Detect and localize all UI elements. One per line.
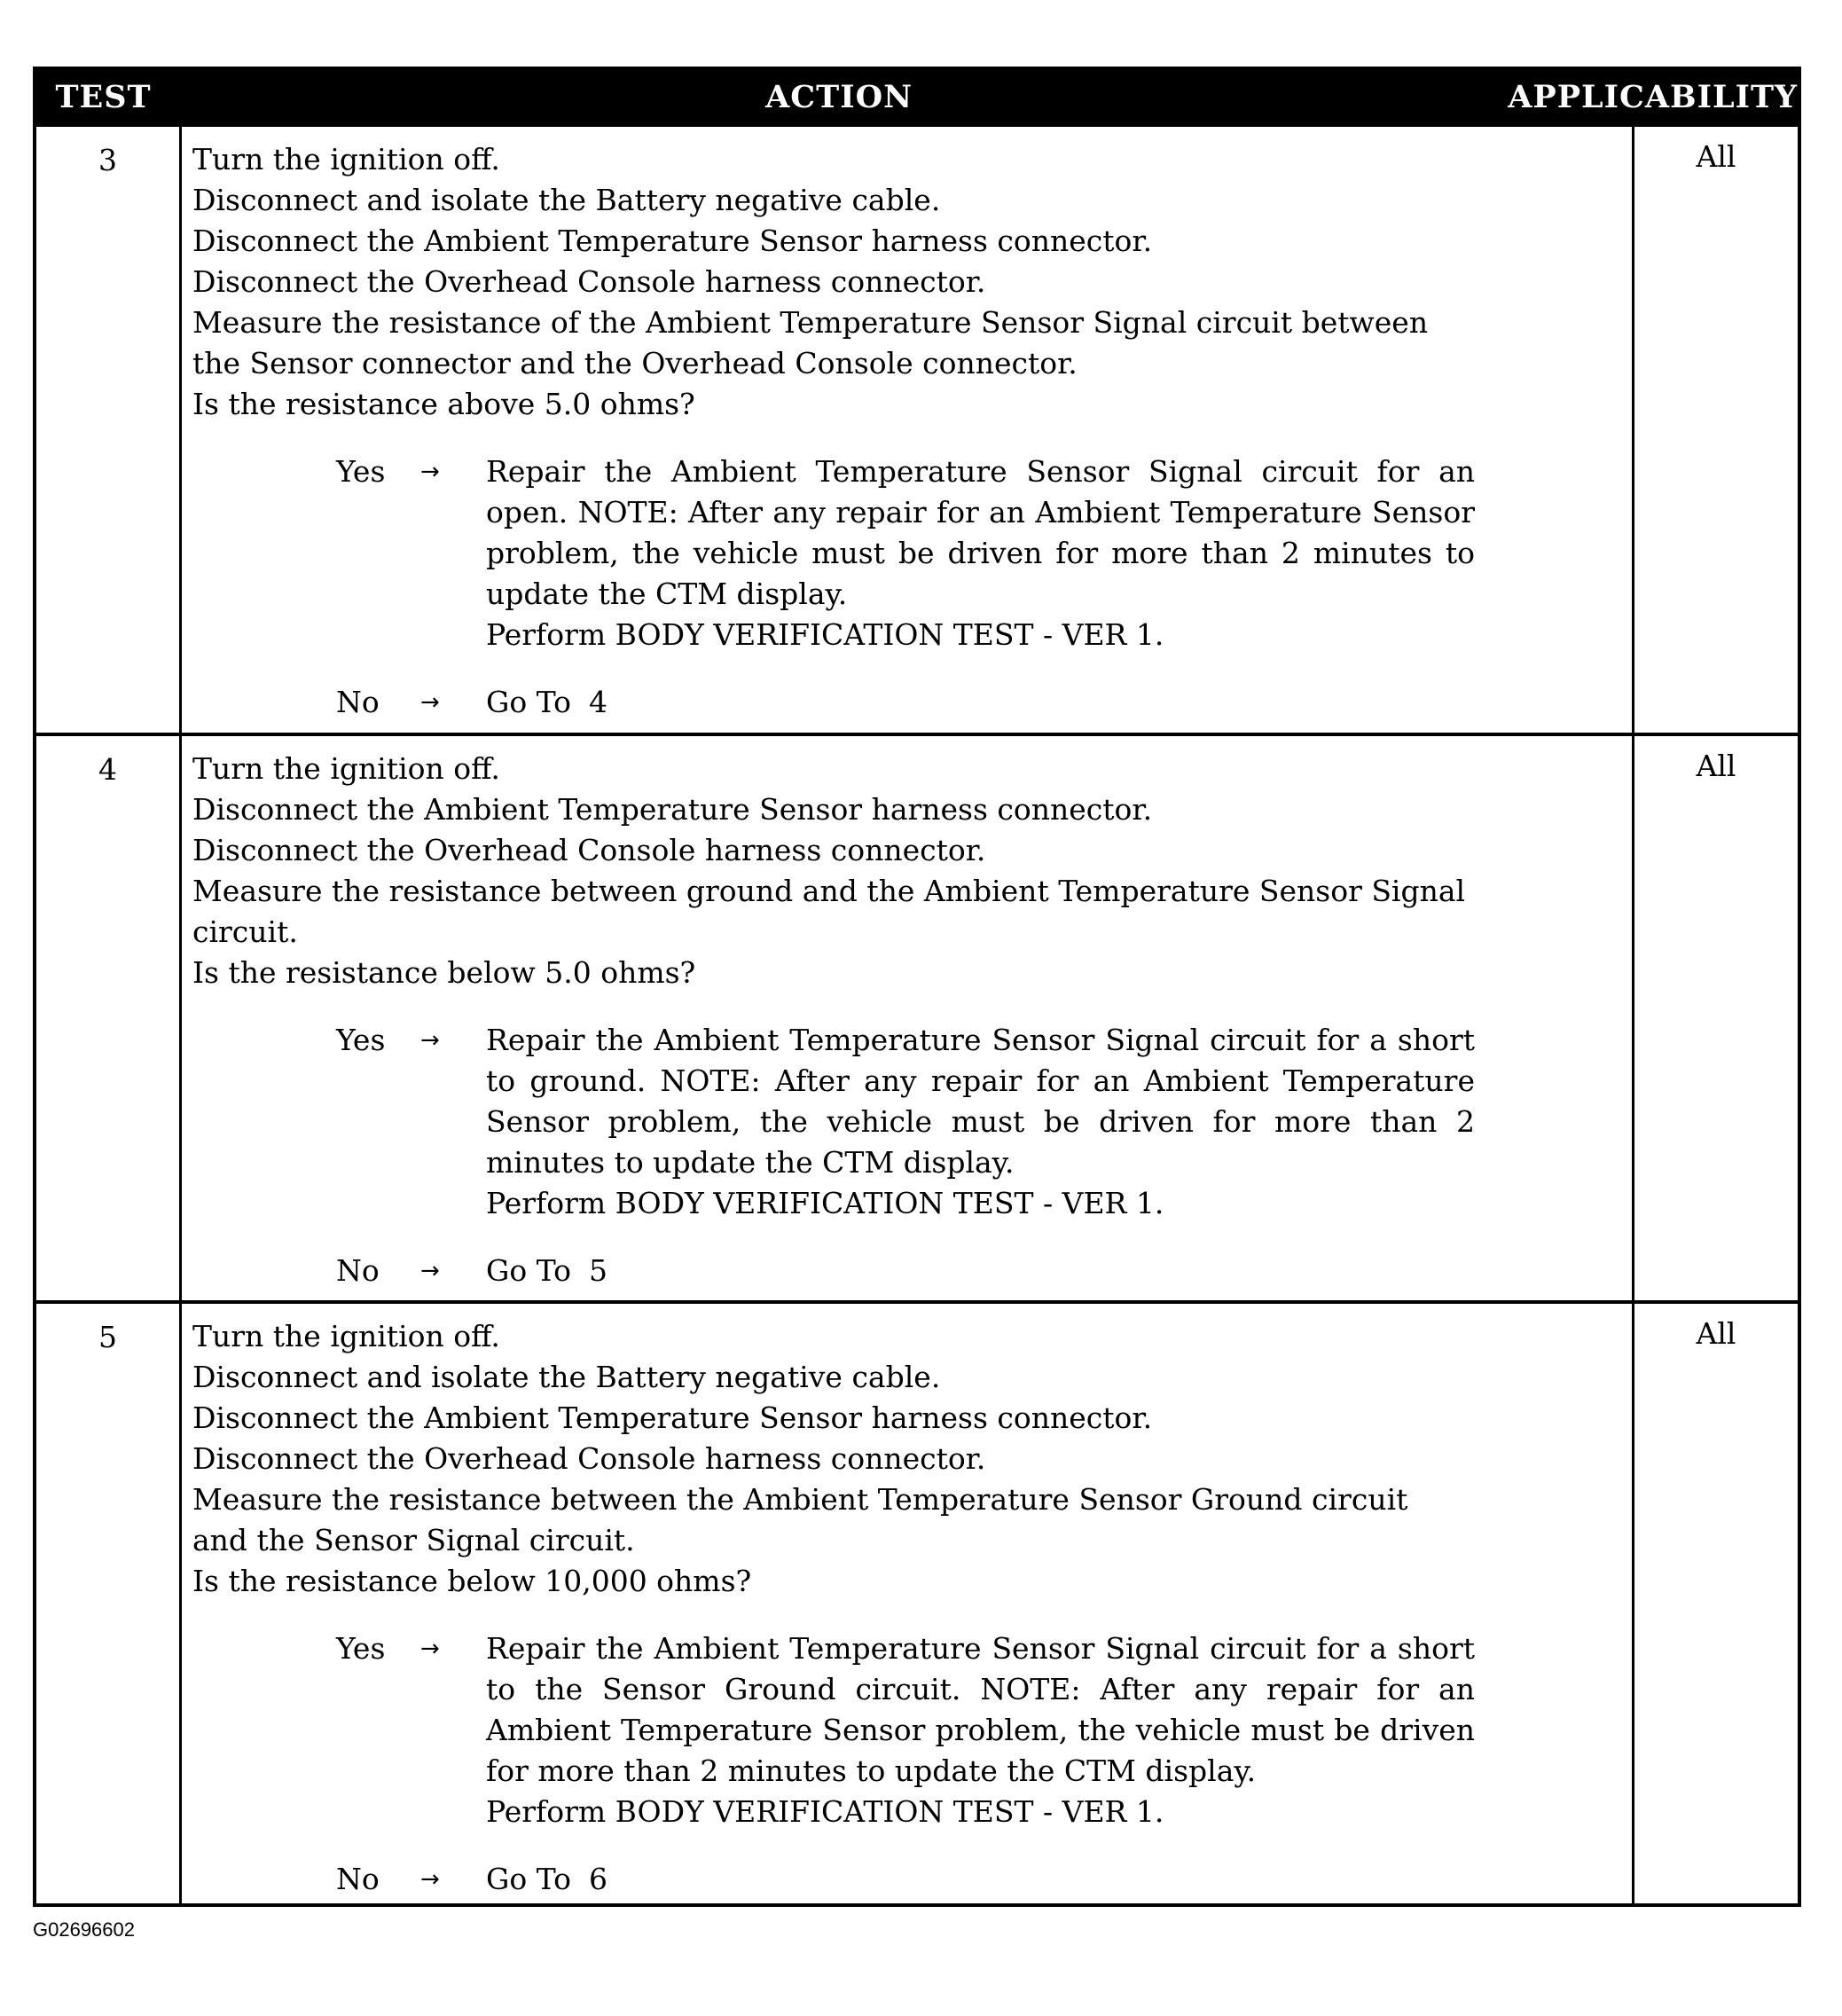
action-step: Is the resistance above 5.0 ohms? [192, 387, 695, 421]
verification-test-instruction: Perform BODY VERIFICATION TEST - VER 1. [486, 1186, 1164, 1220]
yes-outcome [192, 451, 1623, 655]
goto-label: Go To [486, 685, 572, 719]
header-test: TEST [55, 78, 152, 115]
header-action: ACTION [765, 78, 913, 115]
yes-outcome [192, 1628, 1623, 1832]
action-step: and the Sensor Signal circuit. [192, 1523, 635, 1557]
yes-outcome-text [486, 1020, 1475, 1224]
action-step: Turn the ignition off. [192, 142, 500, 176]
table-row [36, 1300, 1798, 1903]
yes-outcome [192, 1020, 1623, 1224]
applicability-value: All [1696, 1316, 1736, 1351]
yes-label: Yes [336, 454, 386, 489]
right-arrow-icon: → [420, 1027, 440, 1054]
action-step: Disconnect the Overhead Console harness connector. [192, 1441, 986, 1476]
no-outcome [192, 1859, 1623, 1900]
goto-test-number: 6 [589, 1862, 608, 1896]
action-step: Disconnect the Ambient Temperature Sensor harness connector. [192, 224, 1153, 258]
figure-id: G02696602 [33, 1918, 135, 1941]
action-step: Is the resistance below 5.0 ohms? [192, 955, 696, 990]
action-step: Measure the resistance between the Ambient Temperature Sensor Ground circuit [192, 1482, 1408, 1517]
action-step: Is the resistance below 10,000 ohms? [192, 1564, 752, 1598]
header-applicability: APPLICABILITY [1508, 78, 1798, 115]
no-outcome-text [486, 1251, 607, 1291]
action-step: Turn the ignition off. [192, 1319, 500, 1353]
action-cell [182, 736, 1634, 1300]
goto-label: Go To [486, 1862, 572, 1896]
applicability-value: All [1696, 749, 1736, 783]
yes-outcome-text [486, 451, 1475, 655]
action-step: Disconnect the Ambient Temperature Sensor harness connector. [192, 1400, 1153, 1435]
verification-test-instruction: Perform BODY VERIFICATION TEST - VER 1. [486, 1794, 1164, 1829]
verification-test-instruction: Perform BODY VERIFICATION TEST - VER 1. [486, 617, 1164, 652]
right-arrow-icon: → [420, 459, 440, 485]
action-step: Disconnect the Overhead Console harness connector. [192, 833, 986, 867]
action-step: circuit. [192, 914, 298, 949]
yes-label: Yes [336, 1023, 386, 1057]
right-arrow-icon: → [420, 1866, 440, 1893]
action-step: Measure the resistance of the Ambient Temperature Sensor Signal circuit between [192, 305, 1429, 340]
table-header [36, 70, 1798, 123]
no-outcome-text [486, 1859, 607, 1900]
action-cell [182, 127, 1634, 733]
goto-test-number: 5 [589, 1253, 608, 1288]
no-outcome [192, 1251, 1623, 1291]
test-number: 4 [36, 736, 182, 1300]
action-step: Disconnect and isolate the Battery negative cable. [192, 183, 941, 217]
yes-label: Yes [336, 1631, 386, 1666]
action-step: Disconnect and isolate the Battery negative cable. [192, 1360, 941, 1394]
table-row [36, 733, 1798, 1300]
no-outcome [192, 682, 1623, 723]
goto-test-number: 4 [589, 685, 608, 719]
diagnostic-test-table [33, 67, 1801, 1907]
test-number: 5 [36, 1304, 182, 1903]
no-outcome-text [486, 682, 607, 723]
yes-instruction: Repair the Ambient Temperature Sensor Signal circuit for a short to ground. NOTE: After any repair for an Ambient Temperature Sensor problem, the vehicle must be driven for more than 2 minutes to update the CTM display. [486, 1023, 1475, 1180]
no-label: No [336, 685, 380, 719]
yes-instruction: Repair the Ambient Temperature Sensor Signal circuit for an open. NOTE: After any repair for an Ambient Temperature Sensor problem, the vehicle must be driven for more than 2 minutes to update the CTM display. [486, 454, 1475, 611]
action-step: Disconnect the Overhead Console harness connector. [192, 264, 986, 299]
right-arrow-icon: → [420, 1258, 440, 1284]
table-body [36, 123, 1798, 1903]
no-label: No [336, 1253, 380, 1288]
action-step: Measure the resistance between ground and the Ambient Temperature Sensor Signal [192, 874, 1466, 908]
yes-outcome-text [486, 1628, 1475, 1832]
yes-instruction: Repair the Ambient Temperature Sensor Signal circuit for a short to the Sensor Ground circuit. NOTE: After any repair for an Ambient Temperature Sensor problem, the vehicle must be driven for more than 2 minutes to update the CTM display. [486, 1631, 1475, 1788]
action-step: Disconnect the Ambient Temperature Sensor harness connector. [192, 792, 1153, 827]
test-number: 3 [36, 127, 182, 733]
right-arrow-icon: → [420, 689, 440, 716]
action-step: Turn the ignition off. [192, 751, 500, 786]
goto-label: Go To [486, 1253, 572, 1288]
right-arrow-icon: → [420, 1636, 440, 1662]
applicability-value: All [1696, 139, 1736, 174]
action-step: the Sensor connector and the Overhead Console connector. [192, 346, 1078, 380]
no-label: No [336, 1862, 380, 1896]
table-row [36, 123, 1798, 733]
action-cell [182, 1304, 1634, 1903]
